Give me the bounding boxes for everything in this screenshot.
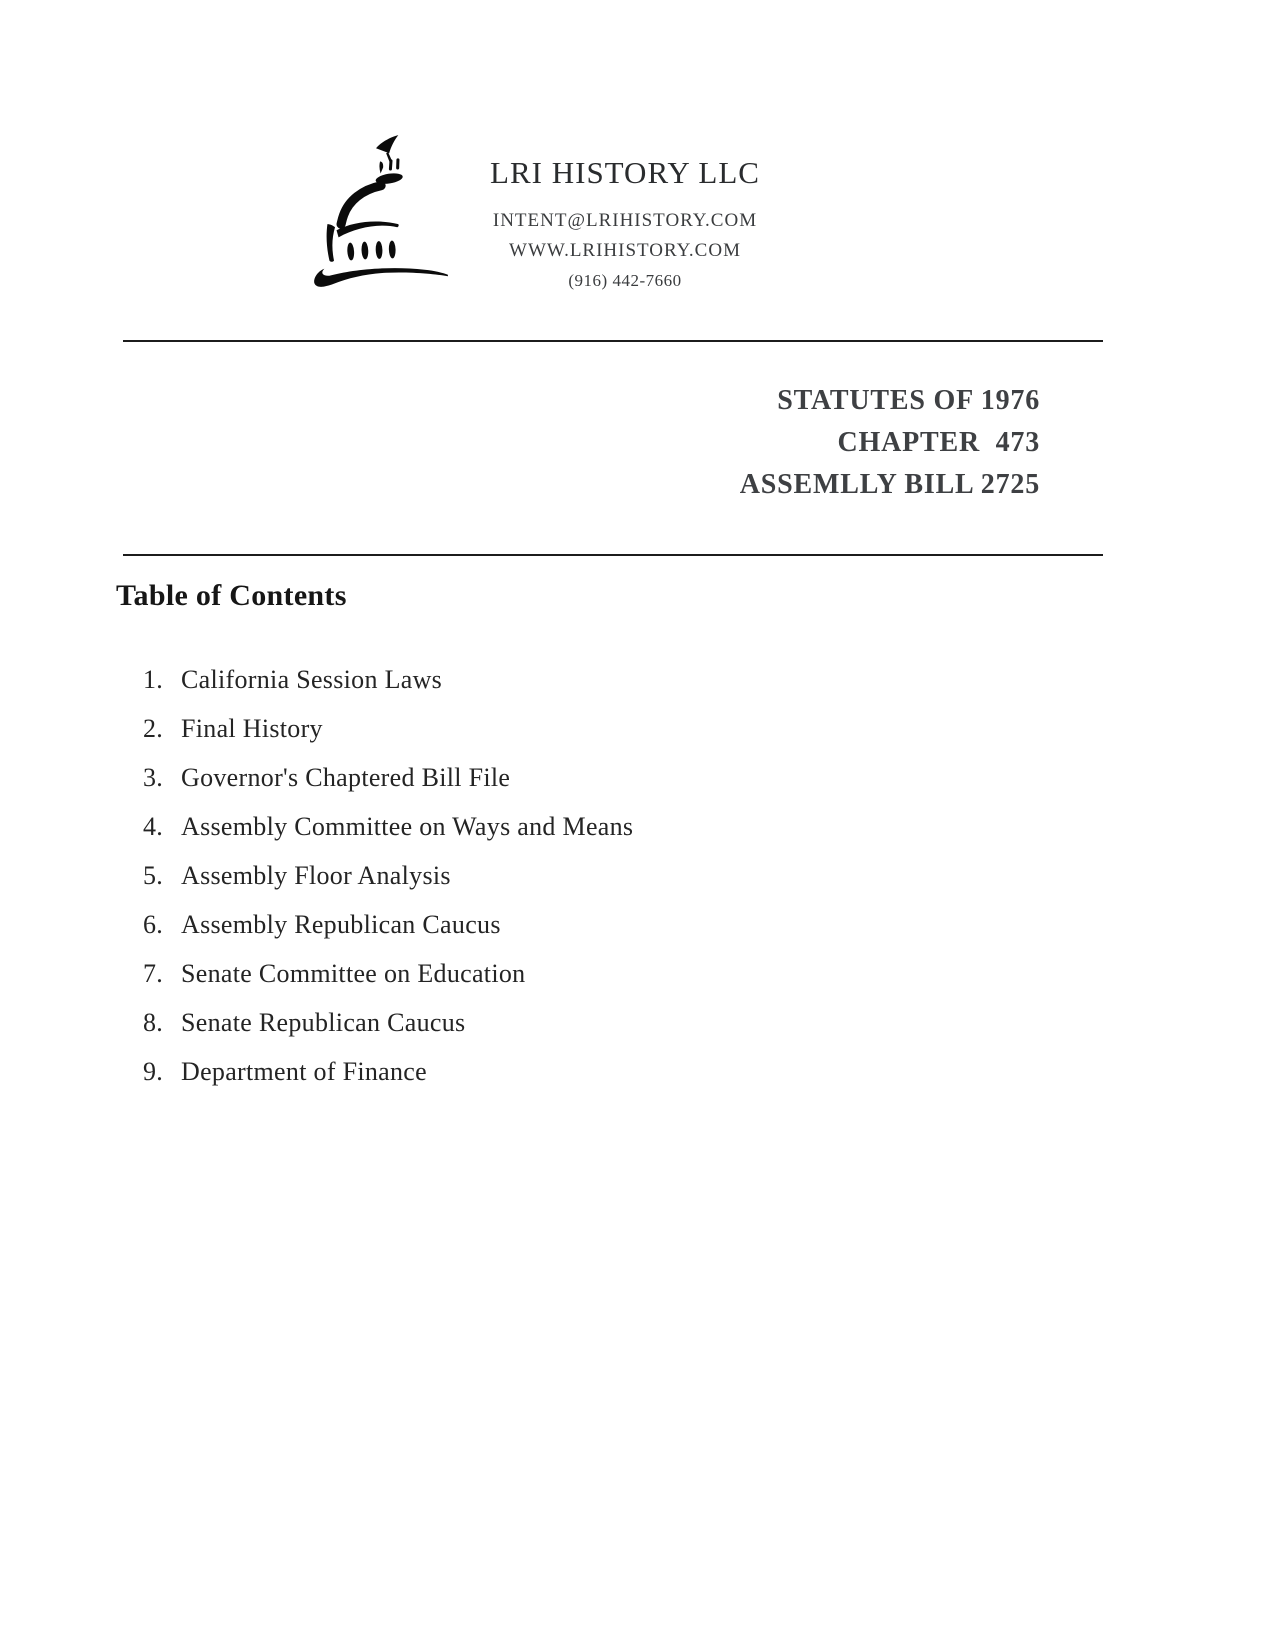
toc-item-label: Department of Finance <box>181 1057 427 1086</box>
horizontal-rule-bottom <box>123 554 1103 556</box>
company-name: LRI HISTORY LLC <box>490 155 760 190</box>
toc-item <box>143 802 633 851</box>
toc-item-number: 7. <box>143 959 164 988</box>
statutes-year-line: STATUTES OF 1976 <box>777 385 1040 416</box>
toc-item-label: Governor's Chaptered Bill File <box>181 763 511 792</box>
toc-item-label: Assembly Republican Caucus <box>181 910 501 939</box>
company-email: INTENT@LRIHISTORY.COM <box>492 210 758 231</box>
toc-item-number: 2. <box>143 714 164 743</box>
toc-item-label: Assembly Floor Analysis <box>181 861 451 890</box>
toc-item <box>143 704 633 753</box>
toc-item <box>143 655 633 704</box>
toc-item-number: 3. <box>143 763 164 792</box>
toc-item <box>143 851 633 900</box>
toc-item <box>143 753 633 802</box>
toc-item <box>143 900 633 949</box>
letterhead-text <box>430 156 820 296</box>
company-website: WWW.LRIHISTORY.COM <box>509 240 741 261</box>
toc-item <box>143 1047 633 1096</box>
toc-heading: Table of Contents <box>116 579 347 612</box>
toc-item <box>143 998 633 1047</box>
toc-item-label: Assembly Committee on Ways and Means <box>181 812 634 841</box>
toc-item-label: Senate Committee on Education <box>181 959 526 988</box>
toc-item-number: 5. <box>143 861 164 890</box>
toc-item-label: California Session Laws <box>181 665 443 694</box>
horizontal-rule-top <box>123 340 1103 342</box>
toc-item-number: 4. <box>143 812 164 841</box>
company-phone: (916) 442-7660 <box>568 271 682 290</box>
toc-list <box>143 655 633 1096</box>
toc-item-label: Senate Republican Caucus <box>181 1008 466 1037</box>
chapter-number-line: CHAPTER 473 <box>837 427 1040 458</box>
toc-item-number: 8. <box>143 1008 164 1037</box>
bill-identification <box>740 380 1040 506</box>
assembly-bill-line: ASSEMLLY BILL 2725 <box>739 469 1040 500</box>
toc-item-number: 1. <box>143 665 164 694</box>
toc-item-label: Final History <box>181 714 323 743</box>
toc-item <box>143 949 633 998</box>
toc-item-number: 9. <box>143 1057 164 1086</box>
toc-item-number: 6. <box>143 910 164 939</box>
